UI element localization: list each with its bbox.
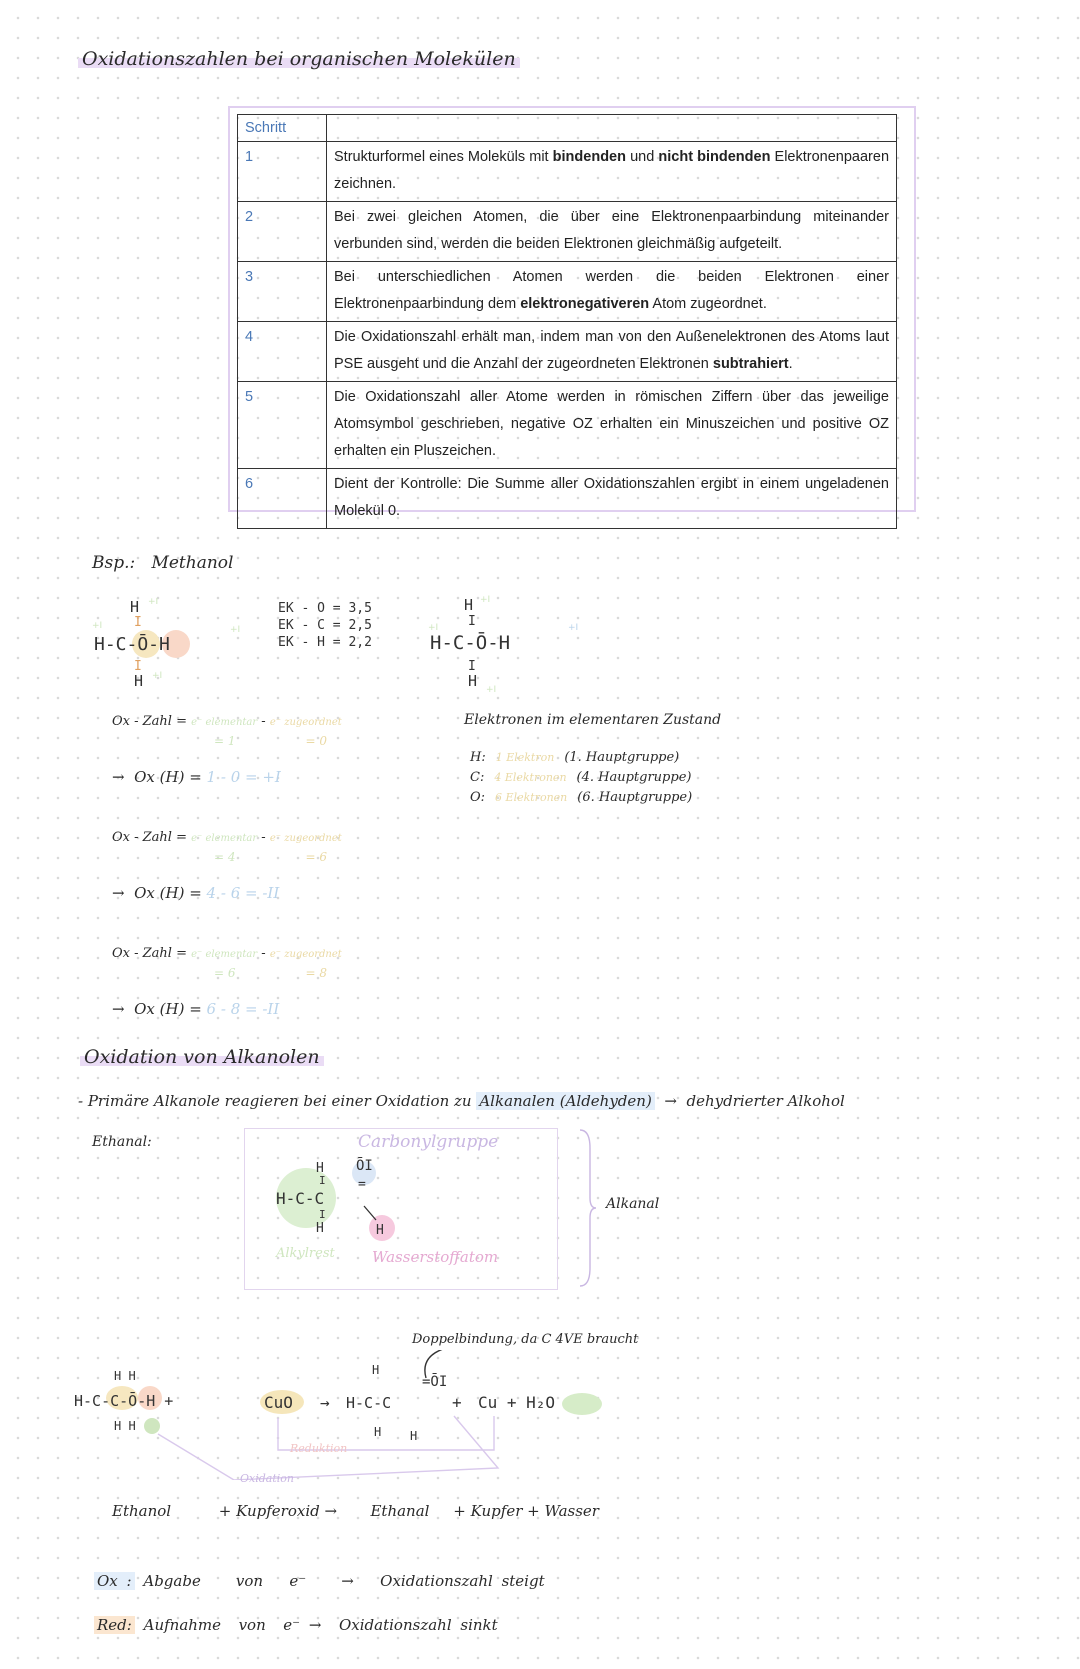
products-text: Cu + H₂O [478, 1393, 556, 1412]
svg-text:H: H [372, 1363, 380, 1377]
svg-text:I: I [319, 1208, 326, 1221]
step-text-part: Bei unterschiedlichen Atomen werden die beiden Elektronen einer Elektronenpaarbindung dem [334, 269, 889, 312]
svg-text:H: H [316, 1161, 324, 1176]
table-header-row [238, 115, 897, 142]
step-text-bold: nicht bindenden [658, 149, 771, 165]
electronegativity-list: EK - O = 3,5 EK - C = 2,5 EK - H = 2,2 [278, 601, 372, 650]
svg-text:H: H [316, 1221, 324, 1236]
step-text-part: und [625, 149, 659, 165]
svg-text:H H: H H [114, 1369, 136, 1383]
svg-text:+I: +I [230, 625, 241, 635]
section2-title: Oxidation von Alkanolen [80, 1046, 324, 1068]
step-text-bold: subtrahiert [712, 356, 789, 372]
table-row [238, 382, 897, 469]
steps-table [237, 114, 897, 529]
step-text [327, 469, 897, 529]
table-row [238, 142, 897, 202]
reduktion-label: Reduktion [290, 1442, 348, 1455]
ox-zahl-values: = 1 = 0 [214, 734, 328, 748]
svg-text:+I: +I [486, 685, 497, 694]
ox-zahl-values: = 4 = 6 [214, 850, 328, 864]
elementar-count: 6 Elektronen [495, 791, 568, 804]
elementar-title: Elektronen im elementaren Zustand [464, 712, 722, 728]
svg-text:H: H [468, 672, 478, 690]
svg-text:+: + [452, 1393, 462, 1412]
oxidation-label: Oxidation [240, 1472, 294, 1485]
elementar-count: 1 Elektron [495, 751, 555, 764]
step-number: 5 [238, 382, 327, 469]
svg-text:H: H [130, 598, 140, 616]
elementar-count: 4 Elektronen [494, 771, 567, 784]
elementar-group: (6. Hauptgruppe) [577, 790, 693, 805]
elementar-sym: O: [470, 790, 486, 805]
svg-text:I: I [134, 615, 142, 630]
step-number: 1 [238, 142, 327, 202]
step-text-part: Die Oxidationszahl aller Atome werden in römischen Ziffern über das jeweilige Atomsymbol geschrieben, negative OZ erhalten ein Minuszeichen und positive OZ erhalten ein Pluszeichen. [334, 389, 889, 459]
svg-text:H: H [374, 1425, 382, 1439]
table-row [238, 322, 897, 382]
step-text [327, 382, 897, 469]
step-text-bold: bindenden [552, 149, 626, 165]
svg-text:H-C-C: H-C-C [276, 1189, 325, 1208]
example-name: Methanol [151, 553, 234, 573]
svg-text:+I: +I [428, 623, 439, 633]
step-text-part: . [788, 356, 793, 372]
elementar-group: (1. Hauptgruppe) [564, 750, 680, 765]
primary-alkanol-line: - Primäre Alkanole reagieren bei einer Oxidation zu Alkanalen (Aldehyden) → dehydrierter Alkohol [78, 1092, 845, 1110]
svg-text:H-C-Ō-H: H-C-Ō-H [94, 634, 170, 655]
table-row [238, 469, 897, 529]
elementar-sym: C: [470, 770, 485, 785]
svg-text:I: I [468, 659, 476, 674]
ox-result: → Ox (H) = 1 - 0 = +I [112, 768, 281, 786]
ox-definition: Ox : Abgabe von e⁻ → Oxidationszahl steigt [94, 1572, 545, 1590]
step-number: 6 [238, 469, 327, 529]
red-definition: Red: Aufnahme von e⁻ → Oxidationszahl sinkt [94, 1616, 498, 1634]
alkylrest-label: Alkylrest [276, 1246, 335, 1261]
svg-text:+I: +I [568, 623, 579, 633]
step-text [327, 322, 897, 382]
page-title: Oxidationszahlen bei organischen Molekülen [78, 48, 520, 70]
elementar-item [470, 768, 702, 788]
ox-zahl-formula: Ox - Zahl = e⁻ elementar - e⁻ zugeordnet [112, 830, 342, 845]
ox-zahl-formula: Ox - Zahl = e⁻ elementar - e⁻ zugeordnet [112, 946, 342, 961]
svg-text:H-C-C: H-C-C [346, 1394, 392, 1412]
table-row [238, 202, 897, 262]
svg-text:H-C-Ō-H: H-C-Ō-H [430, 632, 511, 654]
carbonyl-label: Carbonylgruppe [358, 1132, 499, 1152]
elementar-list [470, 748, 702, 808]
cuo-text: CuO [264, 1393, 293, 1412]
elementar-group: (4. Hauptgruppe) [576, 770, 692, 785]
svg-text:→: → [320, 1393, 330, 1412]
header-empty [327, 115, 897, 142]
elementar-item [470, 748, 702, 768]
ox-zahl-formula: Ox - Zahl = e⁻ elementar - e⁻ zugeordnet [112, 714, 342, 729]
step-number: 2 [238, 202, 327, 262]
svg-text:H: H [376, 1223, 384, 1238]
alkanal-label: Alkanal [606, 1196, 660, 1212]
svg-text:=ŌI: =ŌI [422, 1374, 448, 1390]
step-text-part: Atom zugeordnet. [649, 296, 767, 312]
step-text-part: Elektronenpaaren zeichnen. [334, 149, 890, 192]
svg-text:=: = [358, 1177, 366, 1192]
svg-text:H H: H H [114, 1419, 136, 1433]
svg-text:H: H [134, 672, 144, 690]
step-number: 4 [238, 322, 327, 382]
elementar-item [470, 788, 702, 808]
table-row [238, 262, 897, 322]
svg-text:I: I [468, 614, 476, 629]
step-number: 3 [238, 262, 327, 322]
word-equation: Ethanol + Kupferoxid → Ethanal + Kupfer + Wasser [112, 1502, 599, 1520]
step-text [327, 142, 897, 202]
svg-text:+I: +I [148, 598, 159, 607]
example-label: Bsp.: Methanol [92, 553, 234, 573]
doppelbindung-note: Doppelbindung, da C 4VE braucht [412, 1332, 639, 1347]
ethanal-label: Ethanal: [92, 1134, 152, 1150]
step-text [327, 202, 897, 262]
svg-text:+I: +I [480, 595, 491, 605]
reaction-scheme [74, 1350, 634, 1480]
header-schritt: Schritt [238, 115, 327, 142]
step-text-part: Dient der Kontrolle: Die Summe aller Oxidationszahlen ergibt in einem ungeladenen Molekül 0. [334, 476, 889, 519]
methanol-structure [428, 594, 598, 694]
svg-text:H: H [410, 1429, 418, 1443]
svg-text:I: I [319, 1174, 326, 1187]
step-text-part: Strukturformel eines Moleküls mit [334, 149, 553, 165]
svg-text:+I: +I [152, 671, 163, 681]
step-text-part: Die Oxidationszahl erhält man, indem man von den Außenelektronen des Atoms laut PSE ausgeht und die Anzahl der zugeordneten Elektronen [334, 329, 889, 372]
ox-result: → Ox (H) = 6 - 8 = -II [112, 1000, 280, 1018]
wasserstoff-label: Wasserstoffatom [372, 1248, 499, 1266]
step-text [327, 262, 897, 322]
svg-text:ŌI: ŌI [356, 1158, 373, 1174]
svg-text:+I: +I [92, 621, 103, 631]
ox-zahl-values: = 6 = 8 [214, 966, 328, 980]
svg-text:H-C-C-Ō-H +: H-C-C-Ō-H + [74, 1392, 174, 1410]
ox-result: → Ox (H) = 4 - 6 = -II [112, 884, 280, 902]
step-text-part: Bei zwei gleichen Atomen, die über eine Elektronenpaarbindung miteinander verbunden sind, werden die beiden Elektronen gleichmäßig aufgeteilt. [334, 209, 889, 252]
elementar-sym: H: [470, 750, 486, 765]
svg-text:H: H [464, 596, 474, 614]
step-text-bold: elektronegativeren [520, 296, 650, 312]
alkanal-brace [578, 1128, 598, 1288]
methanol-structure-colored [90, 598, 250, 693]
svg-text:I: I [134, 659, 142, 674]
